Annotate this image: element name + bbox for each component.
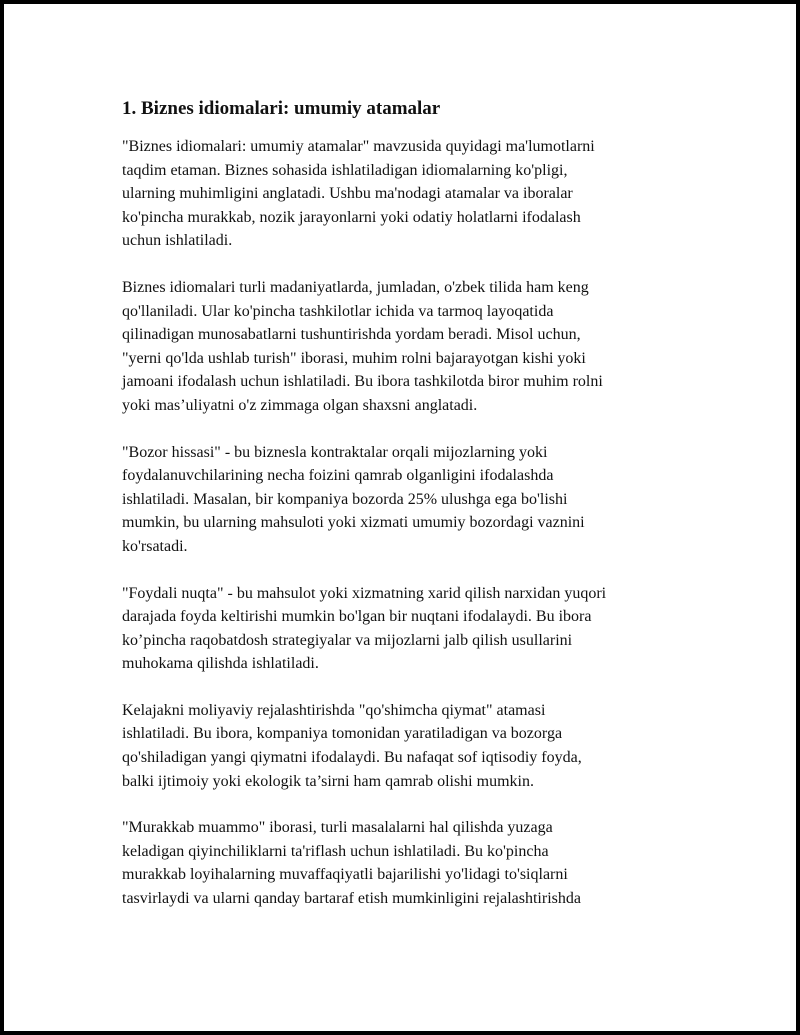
- paragraph-1: [122, 135, 697, 253]
- text-line: qo'llaniladi. Ular ko'pincha tashkilotlar ichida va tarmoq layoqatida: [122, 302, 554, 320]
- text-line: ishlatiladi. Bu ibora, kompaniya tomonidan yaratiladigan va bozorga: [122, 725, 563, 743]
- text-line: taqdim etaman. Biznes sohasida ishlatiladigan idiomalarning ko'pligi,: [122, 161, 568, 179]
- text-line: "Biznes idiomalari: umumiy atamalar" mavzusida quyidagi ma'lumotlarni: [122, 138, 595, 155]
- text-line: tasvirlaydi va ularni qanday bartaraf etish mumkinligini rejalashtirishda: [122, 890, 581, 908]
- text-line: ularning muhimligini anglatadi. Ushbu ma'nodagi atamalar va iboralar: [122, 185, 573, 203]
- text-line: ko’pincha raqobatdosh strategiyalar va mijozlarni jalb qilish usullarini: [122, 631, 573, 649]
- text-line: darajada foyda keltirishi mumkin bo'lgan bir nuqtani ifodalaydi. Bu ibora: [122, 608, 592, 626]
- text-line: Biznes idiomalari turli madaniyatlarda, jumladan, o'zbek tilida ham keng: [122, 278, 589, 296]
- paragraph-6: [122, 816, 697, 910]
- text-line: jamoani ifodalash uchun ishlatiladi. Bu ibora tashkilotda biror muhim rolni: [122, 373, 603, 391]
- text-line: muhokama qilishda ishlatiladi.: [122, 655, 319, 673]
- paragraph-3: [122, 441, 697, 559]
- text-line: balki ijtimoiy yoki ekologik ta’sirni ham qamrab olishi mumkin.: [122, 772, 534, 790]
- document-title: 1. Biznes idiomalari: umumiy atamalar: [122, 98, 441, 119]
- document-body: [122, 96, 697, 934]
- text-line: qo'shiladigan yangi qiymatni ifodalaydi. Bu nafaqat sof iqtisodiy foyda,: [122, 749, 582, 767]
- text-line: ko'pincha murakkab, nozik jarayonlarni yoki odatiy holatlarni ifodalash: [122, 208, 581, 226]
- paragraph-5: [122, 699, 697, 793]
- text-line: Kelajakni moliyaviy rejalashtirishda "qo'shimcha qiymat" atamasi: [122, 701, 546, 719]
- text-line: ishlatiladi. Masalan, bir kompaniya bozorda 25% ulushga ega bo'lishi: [122, 490, 568, 508]
- text-line: "Foydali nuqta" - bu mahsulot yoki xizmatning xarid qilish narxidan yuqori: [122, 584, 607, 602]
- text-line: foydalanuvchilarining necha foizini qamrab olganligini ifodalashda: [122, 467, 554, 485]
- paragraph-2: [122, 276, 697, 418]
- text-line: ko'rsatadi.: [122, 537, 188, 555]
- text-line: murakkab loyihalarning muvaffaqiyatli bajarilishi yo'lidagi to'siqlarni: [122, 866, 568, 884]
- text-line: uchun ishlatiladi.: [122, 232, 233, 250]
- text-line: "Bozor hissasi" - bu biznesla kontraktalar orqali mijozlarning yoki: [122, 443, 548, 461]
- text-line: "yerni qo'lda ushlab turish" iborasi, muhim rolni bajarayotgan kishi yoki: [122, 349, 586, 367]
- text-line: qilinadigan munosabatlarni tushuntirishda yordam beradi. Misol uchun,: [122, 326, 581, 344]
- paragraph-4: [122, 582, 697, 676]
- text-line: mumkin, bu ularning mahsuloti yoki xizmati umumiy bozordagi vaznini: [122, 514, 585, 532]
- text-line: keladigan qiyinchiliklarni ta'riflash uchun ishlatiladi. Bu ko'pincha: [122, 842, 549, 860]
- text-line: yoki mas’uliyatni o'z zimmaga olgan shaxsni anglatadi.: [122, 396, 478, 414]
- text-line: "Murakkab muammo" iborasi, turli masalalarni hal qilishda yuzaga: [122, 819, 553, 837]
